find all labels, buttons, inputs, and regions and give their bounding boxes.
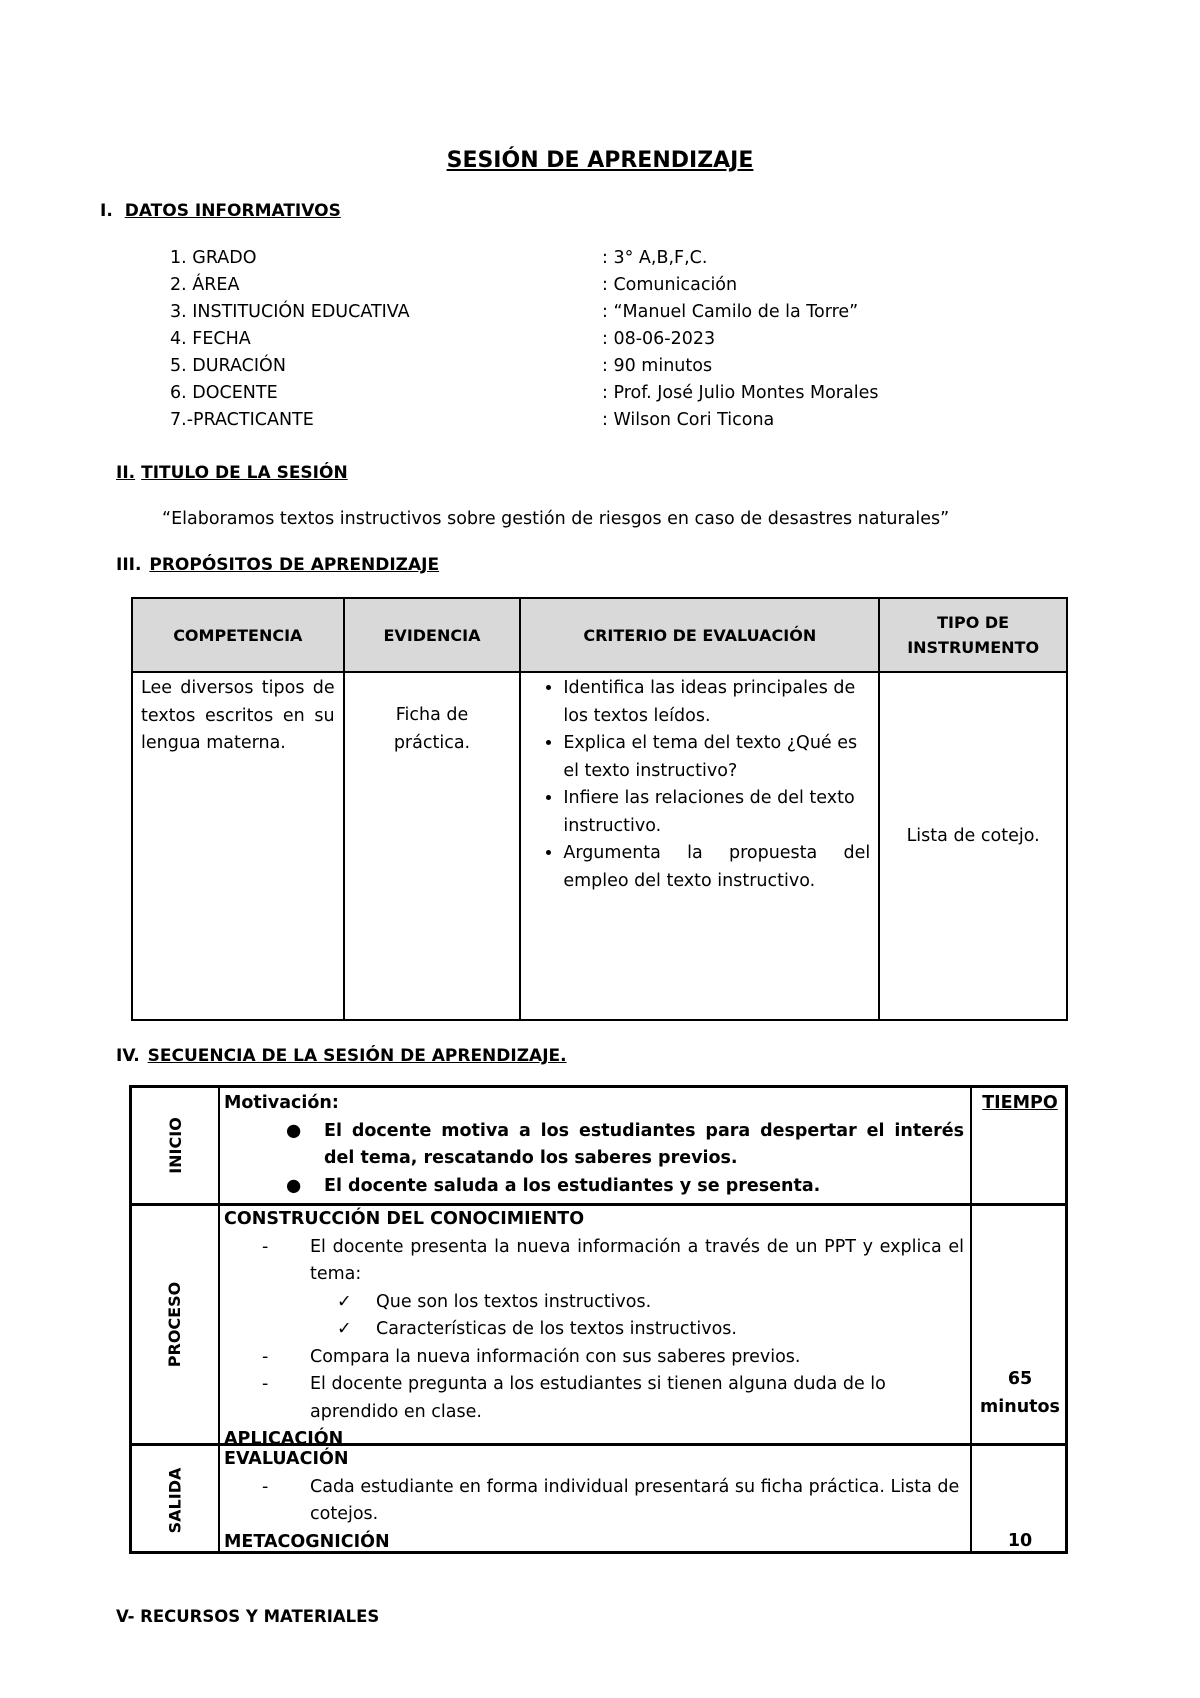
bullet-icon: ● xyxy=(286,1120,302,1141)
info-label: 2. ÁREA xyxy=(170,275,240,295)
proceso-item xyxy=(224,1234,964,1289)
info-row-institucion xyxy=(170,299,970,326)
proceso-time-value: 65 xyxy=(1007,1369,1033,1389)
proceso-check-item xyxy=(224,1316,964,1344)
phase-inicio xyxy=(132,1088,218,1203)
header-evidencia: EVIDENCIA xyxy=(344,598,521,672)
info-row-grado xyxy=(170,245,970,272)
header-criterio: CRITERIO DE EVALUACIÓN xyxy=(520,598,879,672)
salida-title: EVALUACIÓN xyxy=(224,1449,349,1469)
section-4-heading xyxy=(116,1046,567,1066)
proceso-item xyxy=(224,1344,964,1372)
session-title-text: “Elaboramos textos instructivos sobre gestión de riesgos en caso de desastres naturales” xyxy=(162,509,950,529)
proceso-item-text: El docente pregunta a los estudiantes si tienen alguna duda de lo aprendido en clase. xyxy=(310,1374,886,1422)
section-2-number: II. xyxy=(116,463,136,483)
proceso-item xyxy=(224,1371,964,1426)
info-label: 3. INSTITUCIÓN EDUCATIVA xyxy=(170,302,410,322)
cell-competencia: Lee diversos tipos de textos escritos en su lengua materna. xyxy=(132,672,344,1020)
section-1-title: DATOS INFORMATIVOS xyxy=(124,201,341,221)
inicio-title: Motivación: xyxy=(224,1093,339,1113)
info-value: : 3° A,B,F,C. xyxy=(602,248,708,268)
cell-instrumento: Lista de cotejo. xyxy=(879,672,1067,1020)
salida-item xyxy=(224,1474,964,1529)
section-3-title: PROPÓSITOS DE APRENDIZAJE xyxy=(149,555,440,575)
info-label: 5. DURACIÓN xyxy=(170,356,286,376)
section-2-heading xyxy=(116,463,348,483)
inicio-item xyxy=(224,1118,964,1173)
check-item-text: Características de los textos instructivos. xyxy=(376,1319,737,1339)
info-value: : Wilson Cori Ticona xyxy=(602,410,775,430)
section-3-number: III. xyxy=(116,555,142,575)
proceso-time xyxy=(972,1366,1068,1443)
inicio-item-text: El docente saluda a los estudiantes y se presenta. xyxy=(324,1175,821,1196)
section-4-title: SECUENCIA DE LA SESIÓN DE APRENDIZAJE. xyxy=(147,1046,567,1066)
inicio-item-text: El docente motiva a los estudiantes para despertar el interés del tema, rescatando los saberes previos. xyxy=(324,1120,964,1168)
inicio-item xyxy=(224,1173,964,1201)
header-instrumento: TIPO DE INSTRUMENTO xyxy=(879,598,1067,672)
proceso-check-item xyxy=(224,1289,964,1317)
proceso-item-text: El docente presenta la nueva información a través de un PPT y explica el tema: xyxy=(310,1236,964,1284)
page-title: SESIÓN DE APRENDIZAJE xyxy=(446,148,754,173)
proceso-time-unit: minutos xyxy=(980,1396,1060,1417)
dash-marker: - xyxy=(262,1346,269,1367)
info-value: : Comunicación xyxy=(602,275,738,295)
info-row-duracion xyxy=(170,353,970,380)
header-competencia: COMPETENCIA xyxy=(132,598,344,672)
bullet-icon: ● xyxy=(286,1175,302,1196)
info-row-docente xyxy=(170,380,970,407)
info-value: : Prof. José Julio Montes Morales xyxy=(602,383,879,403)
cell-criterios xyxy=(520,672,879,1020)
criteria-list xyxy=(529,675,870,895)
section-1-heading xyxy=(100,201,341,221)
cell-evidencia xyxy=(344,672,521,1020)
section-4-number: IV. xyxy=(116,1046,140,1066)
criteria-item: • Argumenta la propuesta del empleo del texto instructivo. xyxy=(563,840,870,895)
info-label: 7.-PRACTICANTE xyxy=(170,410,314,430)
info-value: : “Manuel Camilo de la Torre” xyxy=(602,302,859,322)
info-value: : 08-06-2023 xyxy=(602,329,716,349)
purposes-table-row xyxy=(132,672,1067,1020)
checkmark-icon: ✓ xyxy=(337,1291,352,1312)
criteria-item: • Infiere las relaciones de del texto instructivo. xyxy=(563,785,870,840)
phase-salida xyxy=(132,1446,218,1554)
phase-proceso xyxy=(132,1206,218,1443)
check-item-text: Que son los textos instructivos. xyxy=(376,1291,652,1312)
column-divider xyxy=(970,1088,972,1551)
info-label: 6. DOCENTE xyxy=(170,383,278,403)
phase-label: PROCESO xyxy=(165,1281,185,1368)
salida-item-text: Cada estudiante en forma individual presentará su ficha práctica. Lista de cotejos. xyxy=(310,1476,960,1524)
proceso-item-text: Compara la nueva información con sus saberes previos. xyxy=(310,1346,801,1367)
proceso-title: CONSTRUCCIÓN DEL CONOCIMIENTO xyxy=(224,1209,585,1229)
evidencia-text: Ficha de práctica. xyxy=(393,705,471,753)
sequence-table xyxy=(129,1085,1068,1554)
criteria-item: • Explica el tema del texto ¿Qué es el texto instructivo? xyxy=(563,730,870,785)
salida-content xyxy=(224,1446,964,1554)
checkmark-icon: ✓ xyxy=(337,1319,352,1339)
dash-marker: - xyxy=(262,1476,269,1497)
dash-marker: - xyxy=(262,1374,269,1394)
time-header: TIEMPO xyxy=(982,1093,1058,1113)
info-row-practicante xyxy=(170,407,970,434)
section-1-number: I. xyxy=(100,201,113,221)
info-row-fecha xyxy=(170,326,970,353)
section-5-heading: V- RECURSOS Y MATERIALES xyxy=(116,1607,380,1626)
section-3-heading xyxy=(116,555,439,575)
aplicacion-title: APLICACIÓN xyxy=(224,1429,344,1443)
purposes-table xyxy=(131,597,1068,1021)
info-row-area xyxy=(170,272,970,299)
metacognicion-title: METACOGNICIÓN xyxy=(224,1531,390,1552)
dash-marker: - xyxy=(262,1236,269,1257)
purposes-table-header xyxy=(132,598,1067,672)
phase-label: SALIDA xyxy=(165,1467,185,1533)
salida-time: 10 xyxy=(1007,1531,1033,1551)
column-divider xyxy=(218,1088,220,1551)
phase-label: INICIO xyxy=(165,1117,185,1174)
inicio-content xyxy=(224,1090,964,1203)
info-value: : 90 minutos xyxy=(602,356,713,376)
proceso-content xyxy=(224,1206,964,1443)
info-label: 1. GRADO xyxy=(170,248,257,268)
criteria-item: • Identifica las ideas principales de los textos leídos. xyxy=(563,675,870,730)
info-label: 4. FECHA xyxy=(170,329,251,349)
section-2-title: TITULO DE LA SESIÓN xyxy=(141,463,348,483)
